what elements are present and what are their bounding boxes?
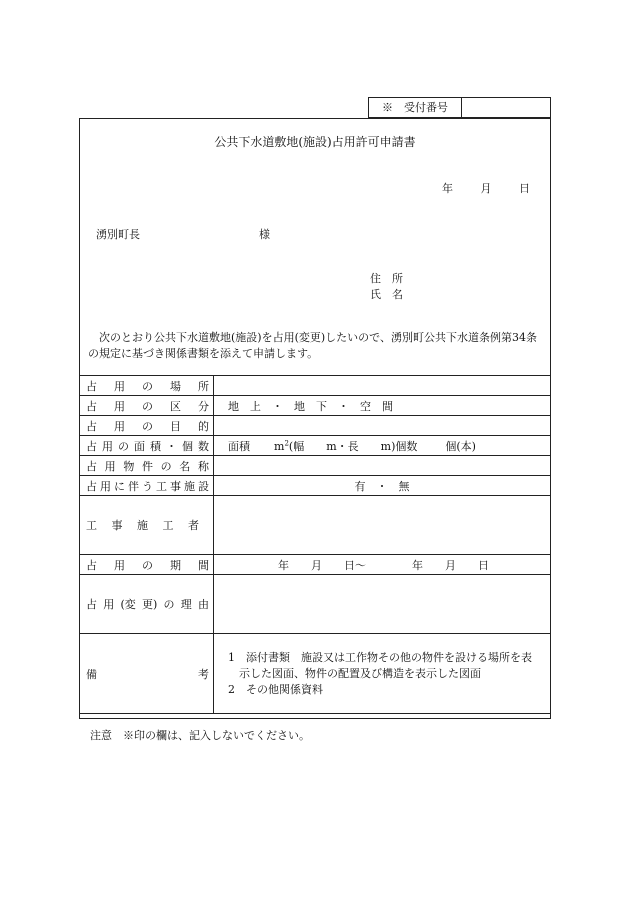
value-area[interactable]: 面積 $m^2$(幅 m・長 m)個数 個(本)	[214, 436, 551, 456]
row-contractor	[80, 496, 551, 555]
row-object-name	[80, 456, 551, 476]
value-remarks	[214, 634, 551, 714]
value-period[interactable]: 年 月 日〜 年 月 日	[214, 555, 551, 575]
label-remarks	[80, 634, 214, 714]
application-table	[79, 375, 551, 714]
label-work	[80, 476, 214, 496]
date-day: 日	[519, 182, 530, 195]
value-purpose[interactable]	[214, 416, 551, 436]
row-category	[80, 396, 551, 416]
spread-label: 占 用 の 面 積 ・ 個 数	[86, 439, 209, 453]
spread-label: 占 用 (変 更) の 理 由	[86, 598, 209, 611]
row-place	[80, 376, 551, 396]
name-label: 氏 名	[370, 288, 403, 301]
receipt-number-box	[368, 97, 551, 118]
body-text: 次のとおり公共下水道敷地(施設)を占用(変更)したいので、湧別町公共下水道条例第34条の規定に基づき関係書類を添えて申請します。	[88, 331, 537, 360]
row-reason	[80, 575, 551, 634]
spread-label: 占 用 物 件 の 名 称	[86, 459, 209, 473]
value-place[interactable]	[214, 376, 551, 396]
remarks-text	[214, 650, 550, 698]
value-work[interactable]: 有 ・ 無	[214, 476, 551, 496]
row-remarks	[80, 634, 551, 714]
spread-label: 占 用 の 区 分	[86, 399, 209, 413]
label-purpose	[80, 416, 214, 436]
row-purpose	[80, 416, 551, 436]
value-contractor[interactable]	[214, 496, 551, 555]
label-place	[80, 376, 214, 396]
addressee: 湧別町長	[96, 228, 140, 241]
spread-label: 備 考	[86, 667, 209, 681]
honorific: 様	[259, 228, 270, 241]
application-date	[442, 180, 530, 196]
value-object-name[interactable]	[214, 456, 551, 476]
spread-label: 占 用 の 期 間	[86, 558, 209, 572]
receipt-number-label: ※ 受付番号	[369, 98, 462, 117]
remarks-line-1: 1 添付書類 施設又は工作物その他の物件を設ける場所を表	[228, 650, 532, 664]
row-work	[80, 476, 551, 496]
row-period	[80, 555, 551, 575]
receipt-number-field[interactable]	[462, 98, 550, 117]
label-object-name	[80, 456, 214, 476]
value-category[interactable]: 地 上 ・ 地 下 ・ 空 間	[214, 396, 551, 416]
spread-label: 工 事 施 工 者	[86, 519, 199, 532]
remarks-line-2: 示した図面、物件の配置及び構造を表示した図面	[228, 666, 481, 680]
date-month: 月	[480, 182, 492, 195]
spread-label: 占 用 の 目 的	[86, 419, 209, 433]
spread-label: 占 用 の 場 所	[86, 379, 209, 393]
label-contractor	[80, 496, 214, 555]
label-period	[80, 555, 214, 575]
address-label: 住 所	[370, 272, 403, 285]
label-area	[80, 436, 214, 456]
footnote: 注意 ※印の欄は、記入しないでください。	[90, 729, 310, 742]
label-category	[80, 396, 214, 416]
remarks-line-3: 2 その他関係資料	[228, 682, 323, 696]
label-reason	[80, 575, 214, 634]
date-year: 年	[442, 182, 453, 195]
form-title: 公共下水道敷地(施設)占用許可申請書	[214, 135, 416, 149]
value-reason[interactable]	[214, 575, 551, 634]
spread-label: 占 用 に 伴 う 工 事 施 設	[86, 479, 209, 493]
row-area	[80, 436, 551, 456]
